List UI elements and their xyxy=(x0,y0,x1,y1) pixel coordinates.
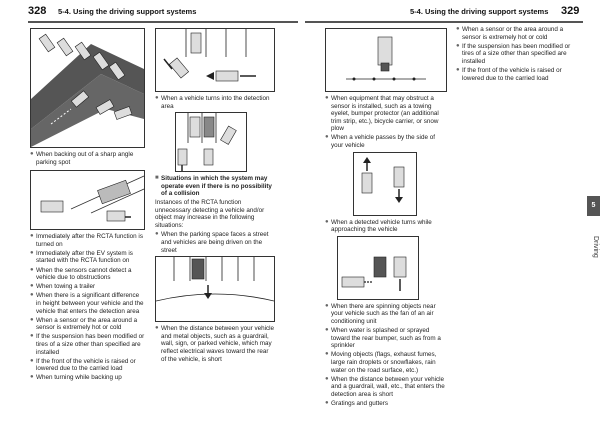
bullet-icon: ● xyxy=(30,292,34,299)
left-header-rule xyxy=(28,21,298,23)
chapter-tab-label: Driving xyxy=(592,236,599,258)
list-item: ● Immediately after the EV system is started with the RCTA function on xyxy=(30,249,133,265)
list-item: ● When backing out of a sharp angle parking spot xyxy=(30,151,134,166)
list-item: ● If the front of the vehicle is raised or lowered due to the carried load xyxy=(456,66,562,82)
list-item: ● When equipment that may obstruct a sensor is installed, such as a towing eyelet, bumper protector (an additional trim strip, etc.), bicycle carrier, or snow plow xyxy=(325,95,439,133)
list-item: ● Moving objects (flags, exhaust fumes, large rain droplets or snowflakes, rain water on the road surface, etc.) xyxy=(325,351,437,374)
column-3 xyxy=(325,26,447,409)
column-4 xyxy=(456,26,581,84)
square-bullet-icon: ■ xyxy=(155,175,159,182)
bullet-icon: ● xyxy=(325,95,329,101)
column-1 xyxy=(30,26,145,383)
left-page-number: 328 xyxy=(28,5,47,17)
list-item: ● When the distance between your vehicle and metal objects, such as a guardrail, wall, sign, or parked vehicle, which may reflect electrical waves toward the rear of the vehicle, is short xyxy=(155,325,275,363)
figure-sharp-angle-parking xyxy=(30,28,145,148)
list-item: ● When a vehicle passes by the side of your vehicle xyxy=(325,134,435,150)
bullet-icon: ● xyxy=(456,26,460,32)
bullet-icon: ● xyxy=(325,134,329,141)
right-header-title: 5-4. Using the driving support systems xyxy=(410,7,549,16)
list-item: ● When turning while backing up xyxy=(30,374,122,382)
bullet-icon: ● xyxy=(30,266,34,273)
figure-vehicle-passes xyxy=(353,152,417,216)
bullet-icon: ● xyxy=(30,333,34,340)
bullet-icon: ● xyxy=(155,231,159,238)
list-item: ● Gratings and gutters xyxy=(325,399,389,407)
bullet-icon: ● xyxy=(155,95,159,101)
list-item: ● When there are spinning objects near your vehicle such as the fan of an air conditioning unit xyxy=(325,302,436,326)
bullet-icon: ● xyxy=(325,218,329,225)
list-item: ● When a detected vehicle turns while approaching the vehicle xyxy=(325,218,432,234)
list-item: ● When the distance between your vehicle and a guardrail, wall, etc., that enters the detection area is short xyxy=(325,375,445,398)
right-page-number: 329 xyxy=(561,5,580,17)
list-item: ● If the front of the vehicle is raised or lowered due to the carried load xyxy=(30,357,136,373)
bullet-icon: ● xyxy=(30,151,34,157)
bullet-icon: ● xyxy=(30,249,34,256)
bullet-icon: ● xyxy=(325,399,329,406)
bullet-icon: ● xyxy=(325,327,329,334)
left-header-title: 5-4. Using the driving support systems xyxy=(58,7,197,16)
figure-vehicle-obstruction xyxy=(30,170,145,230)
intro-paragraph: Instances of the RCTA function unnecessary detecting a vehicle and/or object may increase in the following situations: xyxy=(155,198,265,229)
bullet-icon: ● xyxy=(456,42,460,49)
figure-street-parking xyxy=(155,256,275,322)
bullet-icon: ● xyxy=(325,302,329,309)
figure-parking-row xyxy=(175,112,247,172)
list-item: ● When a vehicle turns into the detection area xyxy=(155,95,270,110)
list-item: ● When water is splashed or sprayed toward the rear bumper, such as from a sprinkler xyxy=(325,327,441,350)
bullet-icon: ● xyxy=(30,233,34,240)
bullet-icon: ● xyxy=(456,66,460,73)
bullet-icon: ● xyxy=(155,325,159,332)
bullet-icon: ● xyxy=(30,374,34,381)
bullet-icon: ● xyxy=(325,375,329,382)
section-heading: ■ Situations in which the system may operate even if there is no possibility of a collision xyxy=(155,175,272,198)
right-header-rule xyxy=(305,21,583,23)
bullet-icon: ● xyxy=(30,283,34,290)
list-item: ● Immediately after the RCTA function is turned on xyxy=(30,233,143,248)
list-item: ● When a sensor or the area around a sensor is extremely hot or cold xyxy=(456,26,564,41)
bullet-icon: ● xyxy=(325,351,329,358)
list-item: ● If the suspension has been modified or tires of a size other than specified are installed xyxy=(456,42,571,65)
column-2 xyxy=(155,26,275,365)
figure-equipment xyxy=(325,28,447,92)
bullet-icon: ● xyxy=(30,357,34,364)
chapter-tab: 5 xyxy=(587,196,600,216)
figure-detected-turns xyxy=(337,236,419,300)
list-item: ● When there is a significant difference in height between your vehicle and the vehicle that enters the detection area xyxy=(30,292,144,315)
bullet-icon: ● xyxy=(30,316,34,323)
list-item: ● When towing a trailer xyxy=(30,283,96,291)
list-item: ● When the parking space faces a street and vehicles are being driven on the street xyxy=(155,231,269,254)
list-item: ● When the sensors cannot detect a vehicle due to obstructions xyxy=(30,266,132,282)
list-item: ● When a sensor or the area around a sensor is extremely hot or cold xyxy=(30,316,138,332)
list-item: ● If the suspension has been modified or tires of a size other than specified are installed xyxy=(30,333,145,356)
figure-vehicle-turns-in xyxy=(155,28,275,92)
